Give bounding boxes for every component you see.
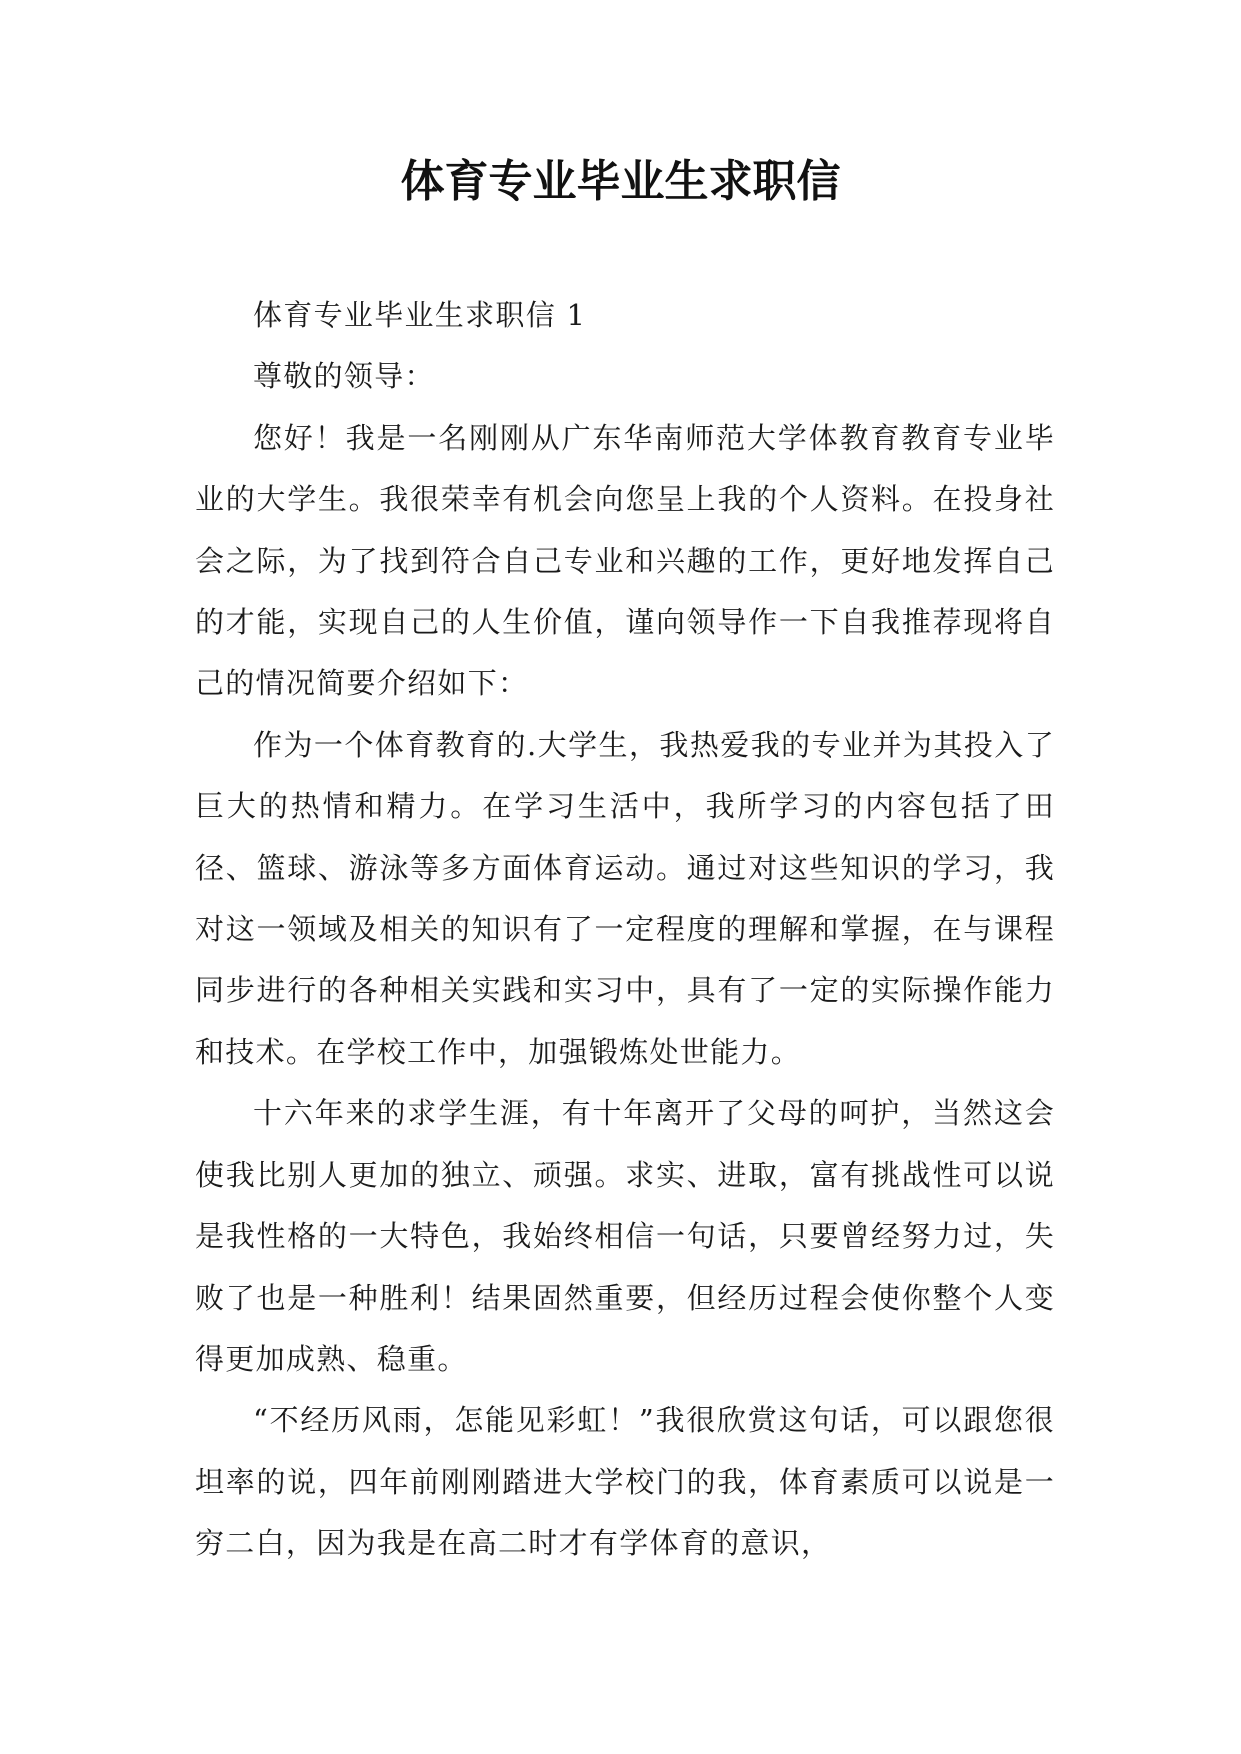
- paragraph-salutation: 尊敬的领导：: [253, 359, 435, 394]
- paragraph-education: 作为一个体育教育的.大学生，我热爱我的专业并为其投入了巨大的热情和精力。在学习生活中，我所学习的内容包括了田径、篮球、游泳等多方面体育运动。通过对这些知识的学习，我对这一领域及相关的知识有了一定程度的理解和掌握，在与课程同步进行的各种相关实践和实习中，具有了一定的实际操作能力和技术。在学校工作中，加强锻炼处世能力。: [195, 727, 1055, 1069]
- paragraph-character: 十六年来的求学生涯，有十年离开了父母的呵护，当然这会使我比别人更加的独立、顽强。求实、进取，富有挑战性可以说是我性格的一大特色，我始终相信一句话，只要曾经努力过，失败了也是一种胜利！结果固然重要，但经历过程会使你整个人变得更加成熟、稳重。: [195, 1096, 1055, 1376]
- paragraph-introduction: 您好！我是一名刚刚从广东华南师范大学体教育教育专业毕业的大学生。我很荣幸有机会向您呈上我的个人资料。在投身社会之际，为了找到符合自己专业和兴趣的工作，更好地发挥自己的才能，实现自己的人生价值，谨向领导作一下自我推荐现将自己的情况简要介绍如下：: [195, 420, 1055, 701]
- paragraph-experience: “不经历风雨，怎能见彩虹！”我很欣赏这句话，可以跟您很坦率的说，四年前刚刚踏进大学校门的我，体育素质可以说是一穷二白，因为我是在高二时才有学体育的意识，: [195, 1403, 1055, 1561]
- document-title: 体育专业毕业生求职信: [400, 156, 841, 207]
- document-body: [195, 285, 1055, 1575]
- paragraph-heading: 体育专业毕业生求职信 1: [253, 298, 587, 332]
